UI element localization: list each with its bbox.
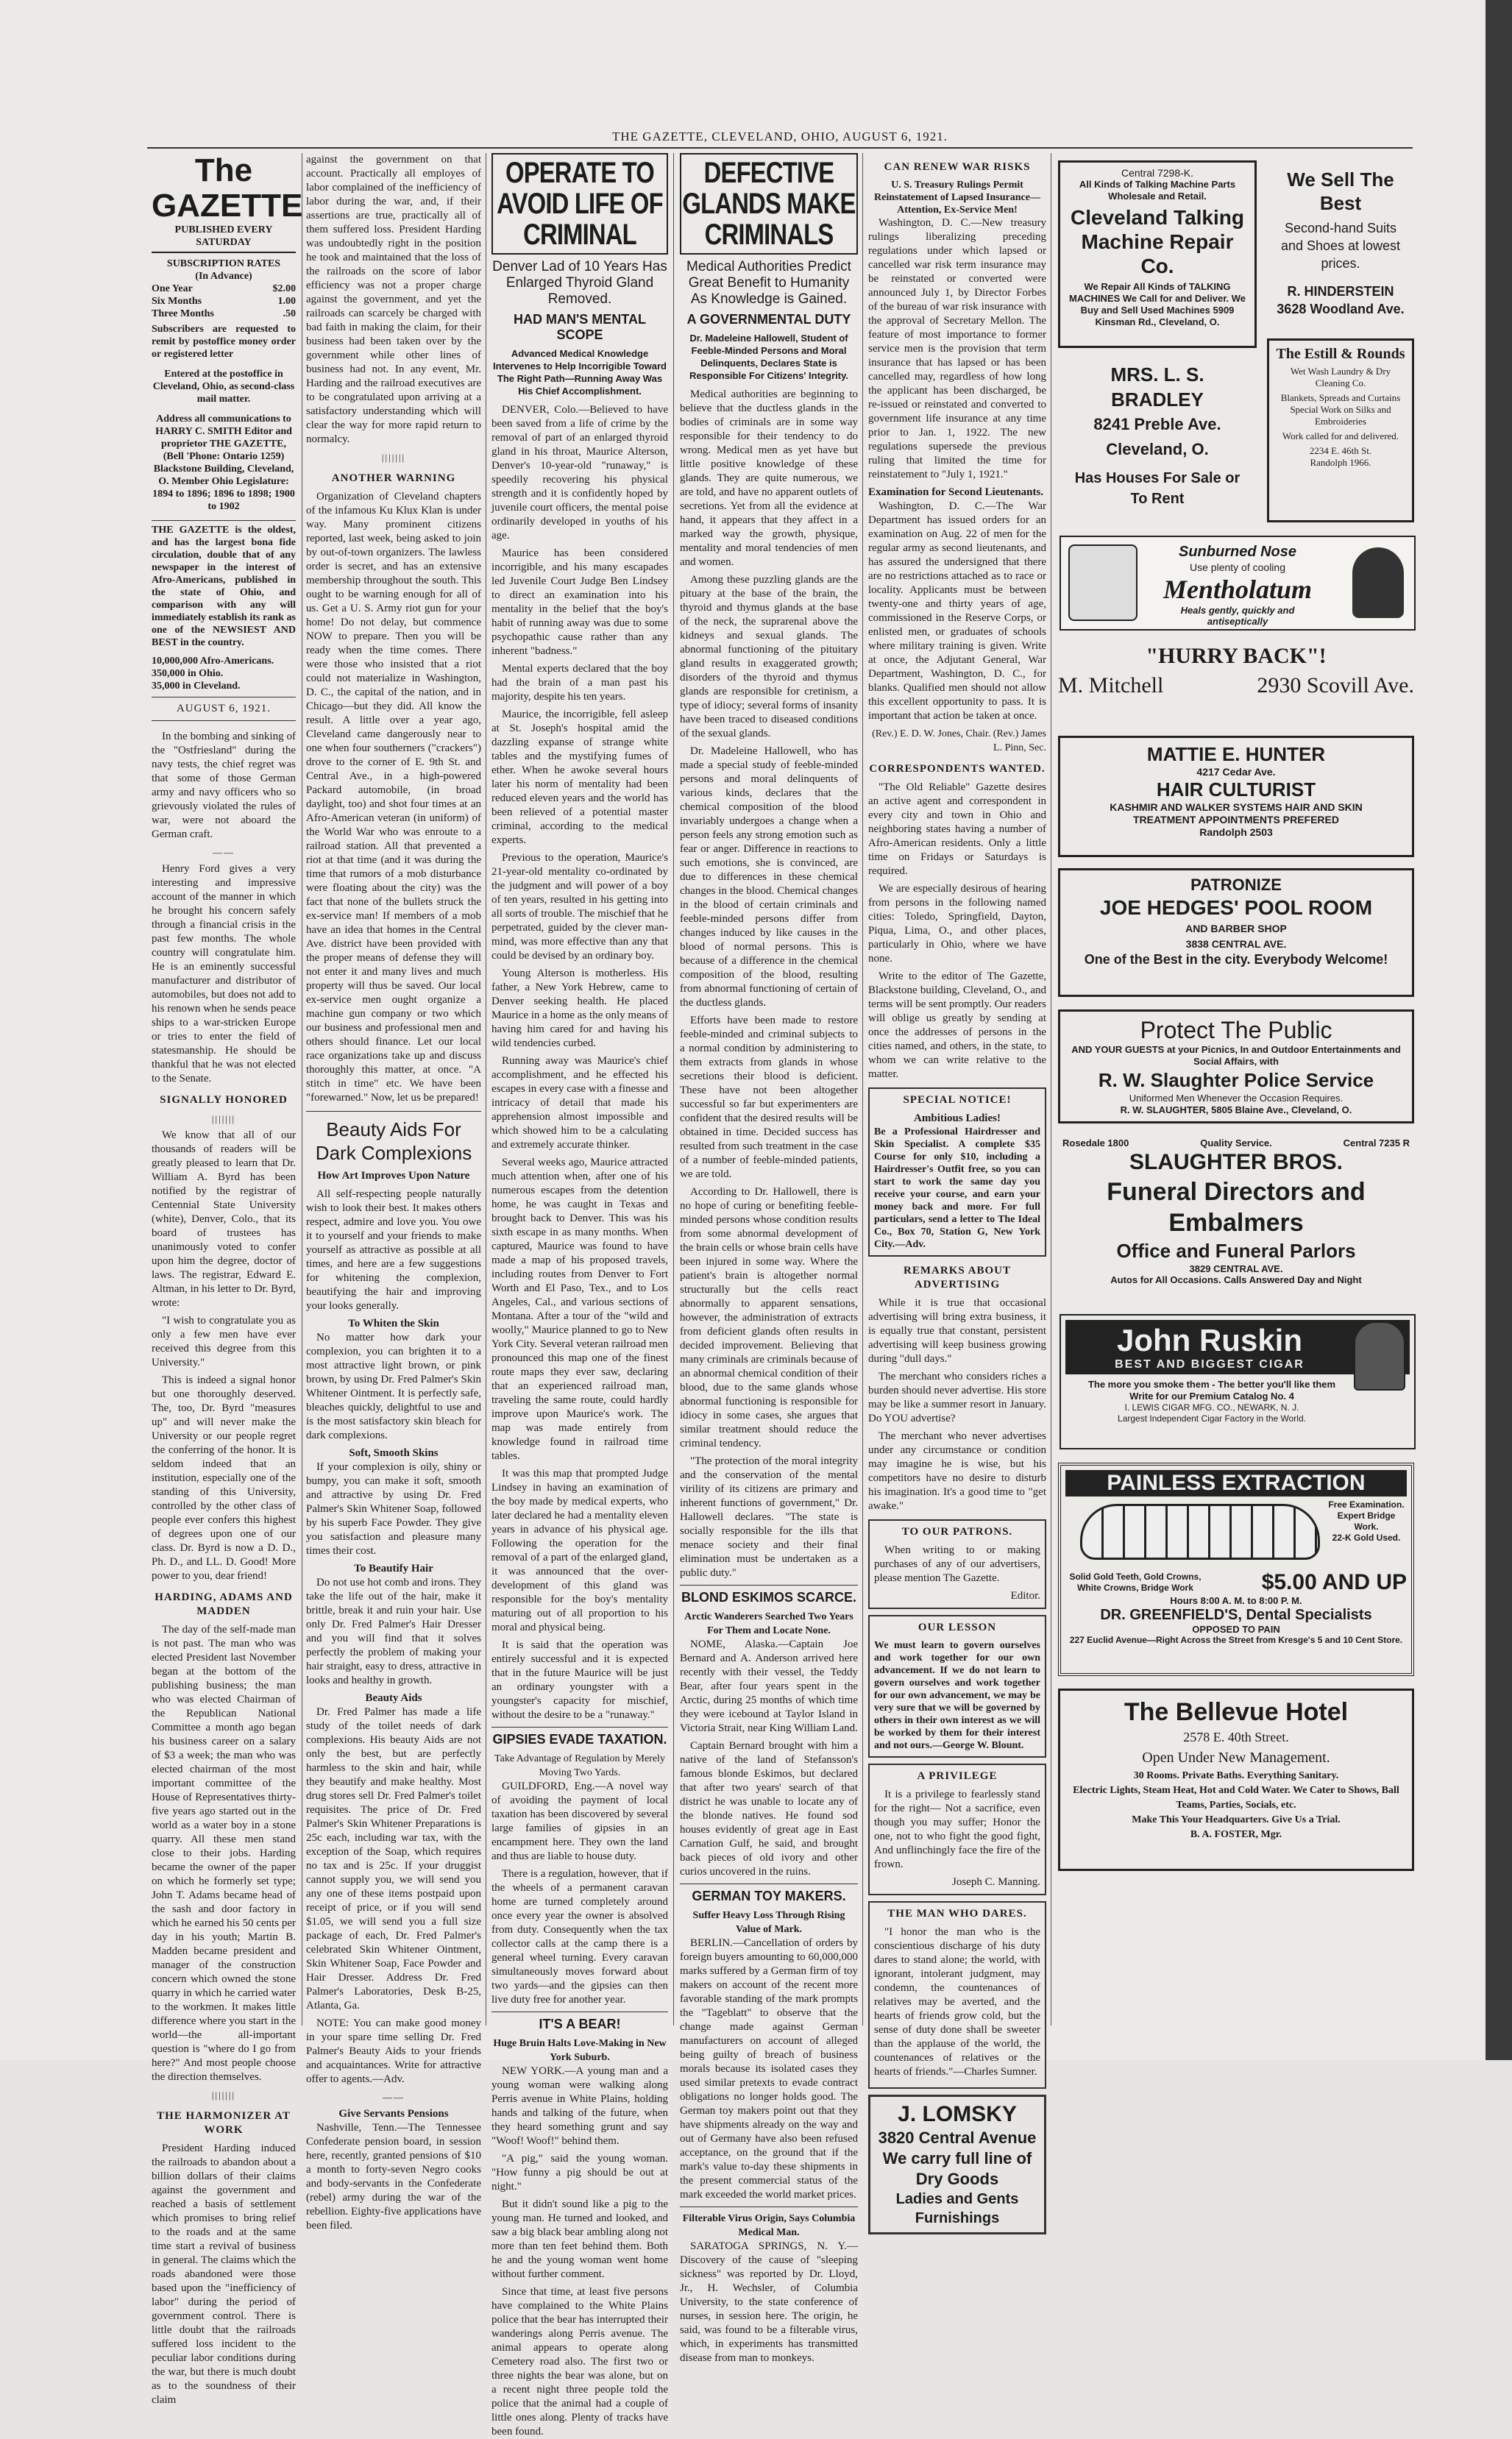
article-paragraph: Medical authorities are beginning to believe that the ductless glands in the bodies of criminals are in some way responsible for their tendency to do wrong. Medical men as yet have but little positive knowledge of these glands. They are quite numerous, we are told, and have no apparent outlets of secretions. Yet from all the evidence at hand, it appears that they affect in a marked way the growth, physique, mentality and moral tendencies of men and women. <box>680 388 858 568</box>
box-title: A PRIVILEGE <box>917 1770 998 1782</box>
divider-ornament: ||||||| <box>211 2090 236 2101</box>
ad-city: Cleveland, O. <box>1106 440 1209 458</box>
silhouette-illustration-icon <box>1352 547 1404 618</box>
box-signature: Editor. <box>1010 1590 1040 1602</box>
article-paragraph: The merchant who considers riches a burden should never advertise. His store may be like a summer resort in January. Do YOU advertise? <box>868 1371 1046 1424</box>
article-paragraph: Dr. Madeleine Hallowell, who has made a special study of feeble-minded persons and moral delinquents of various kinds, declares that the chemical composition of the blood invariably undergoes a change when a person feels any strong emotion such as fear or anger. Difference in reactions to such emotions, she is convinced, are due to differences in these chemical changes in the blood. Chemical changes in the blood of certain criminals and feeble-minded persons differ from changes induced by like causes in the blood of normal persons. This is because of a difference in the chemical composition of the blood, resulting from abnormal functioning of certain of the ductless glands. <box>680 745 858 1009</box>
column-rule <box>862 153 863 2026</box>
article-deck: Huge Bruin Halts Love-Making in New York Suburb. <box>493 2038 667 2063</box>
ad-name: R. HINDERSTEIN <box>1287 284 1394 299</box>
box-title: OUR LESSON <box>918 1622 997 1633</box>
article-deck: Take Advantage of Regulation by Merely Moving Two Yards. <box>494 1753 665 1778</box>
article-paragraph: It was this map that prompted Judge Lindsey in having an examination of the boy made by medical experts, who later declared he had a mentality eleven years in advance of his physical age. Following the operation for the removal of a part of the enlarged gland, it was announced that the over-development of this gland was responsible for the boy's mentality maturing out of all proportion to his moral and physical being. <box>491 1468 668 1633</box>
ad-address: 3829 CENTRAL AVE. <box>1189 1263 1283 1274</box>
article-paragraph: While it is true that occasional advertising will bring extra business, it is equally true that constant, persistent advertising will keep business growing during "dull days." <box>868 1297 1046 1365</box>
subheading: To Beautify Hair <box>354 1563 433 1574</box>
divider-ornament: —— <box>383 2092 405 2103</box>
article-paragraph: "The Old Reliable" Gazette desires an active agent and correspondent in every city and town in Ohio and neighboring states having a number of Afro-American residents. Only a little time on Fridays or Saturdays is required. <box>868 781 1046 877</box>
ad-line: Sunburned Nose <box>1178 544 1296 560</box>
ad-line: Use plenty of cooling <box>1190 561 1285 573</box>
ad-line: KASHMIR AND WALKER SYSTEMS HAIR AND SKIN TREATMENT APPOINTMENTS PREFERED <box>1110 801 1363 826</box>
ad-line: Work called for and delivered. <box>1282 430 1399 441</box>
ad-line: Free Examination. <box>1328 1499 1405 1510</box>
editorial-paragraph: Henry Ford gives a very interesting and impressive account of the manner in which he brought his concern safely through a financial crisis in the past few months. The whole country will congratulate him. He is an eminently successful manufacturer and distributor of automobiles, but does not add to his renown when he sends peace ships to a war-stricken Europe or tries to enter the field of statesmanship. He should be thankful that he was not elected to the Senate. <box>152 863 296 1084</box>
population-line: 10,000,000 Afro-Americans. <box>152 656 274 667</box>
divider-ornament: ||||||| <box>381 452 406 463</box>
column-rule <box>673 153 674 2026</box>
article-headline: DEFECTIVE GLANDS MAKE CRIMINALS <box>682 157 856 251</box>
ad-address: 8241 Preble Ave. <box>1093 415 1221 433</box>
ad-line: Second-hand Suits and Shoes at lowest prices. <box>1280 221 1401 271</box>
ad-slaughter-bros <box>1058 1133 1414 1304</box>
ad-line: Wet Wash Laundry & Dry Cleaning Co. <box>1290 366 1391 388</box>
article-paragraph: Nashville, Tenn.—The Tennessee Confederate pension board, in session here, recently, granted pensions of $10 a month to forty-seven Negro cooks and body-servants in the Confederate (rebel) army during the war of the rebellion. Eighty-five applications have been filed. <box>306 2122 481 2232</box>
article-headline: BLOND ESKIMOS SCARCE. <box>681 1590 857 1605</box>
ad-line: Has Houses For Sale or To Rent <box>1074 470 1241 507</box>
ad-line: One of the Best in the city. Everybody Welcome! <box>1084 952 1388 967</box>
article-deck: How Art Improves Upon Nature <box>317 1170 470 1182</box>
ad-hedges <box>1058 868 1414 997</box>
ad-line: Blankets, Spreads and Curtains Special Work on Silks and Embroideries <box>1280 392 1401 427</box>
article-heading: THE HARMONIZER AT WORK <box>157 2110 291 2136</box>
article-paragraph: Organization of Cleveland chapters of the infamous Ku Klux Klan is under way. Many prominent citizens reported, last week, being asked to join by out-of-town organizers. The lawless order is secret, and has an extensive membership throughout the south. This ought to be warning enough for all of us. Get a U. S. Army riot gun for your home! Do not delay, but commence NOW to prepare. Then you will be ready when the time comes. There were those who insisted that a riot could not materialize in Washington, D. C., the capital of the nation, and in Chicago—but they did. All know the result. A little over a year ago, Cleveland came dangerously near to one when four southerners ("crackers") drove to the corner of E. 9th St. and Central Ave., in a high-powered Packard automobile, (in broad daylight, too) and shot four times at an Afro-American veteran (in uniform) of the World War who was enroute to a railroad station. All that prevented a riot at that time (and it was during the time that rumors of a mob disturbance were floating about the city) was the fact that none of the bullets struck the ex-service man! If members of a mob have an idea that homes in the Central Ave. district have been provided with the proper means of defense they will not enter it and many lives and much property will thus be saved. Our local ex-service men ought organize a machine gun company or two which our business and professional men and others should finance. Let our local race organizations take up and discuss thoroughly this matter, at once. "A stitch in time" etc. We have been "forewarned." Now, let us be prepared! <box>306 491 481 1104</box>
ad-line: Largest Independent Cigar Factory in the World. <box>1118 1413 1306 1424</box>
article-paragraph: The merchant who never advertises under any circumstance or condition may imagine he is wise, but his competitors have no desire to disturb his imagination. It's a good time to "get awake." <box>868 1430 1046 1512</box>
article-paragraph: Washington, D. C.—New treasury rulings liberalizing preceding regulations under which lapsed or cancelled war risk term insurance may be reinstated or converted were announced July 1, by Director Forbes of the bureau of war risk insurance with the approval of Secretary Mellon. The feature of most importance to former service men is the provision that term insurance that has lapsed or has been cancelled may, regardless of how long the applicant has been discharged, be re-issued or reinstated and converted to government life insurance at any time prior to Jan. 1, 1922. The new regulations supersede the previous ruling that limited the time for reinstatement to "July 1, 1921." <box>868 217 1046 480</box>
column-2 <box>306 153 481 2232</box>
ad-name: John Ruskin <box>1116 1323 1303 1357</box>
article-paragraph: NOME, Alaska.—Captain Joe Bernard and A. Anderson arrived here recently with their vessel, the Teddy Bear, after four years spent in the Arctic, during 25 months of which time they were icebound at Taylor Island in Victoria Strait, near King William Land. <box>680 1639 858 1734</box>
ad-line: AND YOUR GUESTS at your Picnics, In and Outdoor Entertainments and Social Affairs, with <box>1071 1044 1401 1067</box>
article-paragraph: President Harding induced the railroads to abandon about a billion dollars of their claims against the government and reached a basis of settlement which promises to bring relief to the roads and at the same time start a revival of business in general. The claims which the roads abandoned were those based upon the "inefficiency of labor" during the period of government control. There is little doubt that the railroads suffered loss incident to the peculiar labor conditions during the war, but there is much doubt as to the soundness of their claim <box>152 2142 296 2406</box>
portrait-icon <box>1354 1321 1405 1391</box>
article-paragraph: BERLIN.—Cancellation of orders by foreign buyers amounting to 60,000,000 marks suffered by a German firm of toy makers on account of the recent more favorable standing of the mark prompts the "Tageblatt" to observe that the change made against German manufacturers on account of alleged being guilty of breach of business morals because its isolated cases they used similar pretexts to evade contract obligations no longer holds good. The German toy makers point out that they have shipments already on the way and out of Germany have also been refused acceptance, on the ground that if the mark's value to-day these shipments in the present commercial status of the mark exceeded the world market prices. <box>680 1937 858 2201</box>
ad-phone: Central 7298-K. <box>1121 167 1194 179</box>
article-deck: Advanced Medical Knowledge Intervenes to Help Incorrigible Toward The Right Path—Running Away Was His Chief Accomplishment. <box>493 348 667 397</box>
article-paragraph: against the government on that account. Practically all employes of labor complained of the inefficiency of labor during the war, and, if their assertions are true, practically all of them suffered loss. President Harding was undoubtedly right in the position he took and maintained that the loss of the railroads on the score of labor efficiency was not a proper charge against the government, and yet the railroads can scarcely be charged with bad faith in making the claim, for their business had been taken over by the government while other lines of business had not. In any event, Mr. Harding and the railroad executives are to be congratulated upon arriving at a satisfactory understanding which will clear the way for more rapid return to normalcy. <box>306 154 481 445</box>
subheading: To Whiten the Skin <box>348 1318 439 1329</box>
ad-name: M. Mitchell <box>1058 673 1164 697</box>
article-paragraph: Captain Bernard brought with him a native of the land of Stefansson's famous blonde Eskimos, but declared that after two years' search of that district he was unable to locate any of the blonde natives. He found sod houses evidently of great age in East Carnation Gulf, he said, and brought back pieces of old ivory and other curios uncovered in the ruins. <box>680 1740 858 1878</box>
article-paragraph: Efforts have been made to restore feeble-minded and criminal subjects to a normal condition by administering to them extracts from glands in whose secretions their blood is deficient. These have not been altogether successful so far but experimenters are confident that the desired results will be obtained in time. Decided success has resulted from such treatment in the case of a number of feeble-minded patients, we are told. <box>680 1015 858 1180</box>
teeth-icon <box>1080 1504 1320 1560</box>
ad-slaughter-police <box>1058 1009 1414 1123</box>
ad-phone: Randolph 1966. <box>1310 457 1371 468</box>
privilege-box <box>868 1764 1046 1895</box>
ad-mentholatum <box>1060 536 1416 631</box>
ad-title: "HURRY BACK"! <box>1146 644 1327 668</box>
article-deck: Medical Authorities Predict Great Benefit to Humanity As Knowledge is Gained. <box>686 259 851 307</box>
article-deck: A GOVERNMENTAL DUTY <box>686 312 851 327</box>
article-paragraph: Previous to the operation, Maurice's 21-year-old mentality co-ordinated by the judgment and will power of a boy of ten years, resulted in his getting into all sorts of trouble. The mischief that he perpetrated, guided by the clever man-mind, was more effective than any that could be devised by an ordinary boy. <box>491 852 668 962</box>
box-text: It is a privilege to fearlessly stand for the right— Not a sacrifice, even though you may suffer; Honor the one, not to who fight the good fight, And unflinchingly face the fire of the frown. <box>874 1789 1040 1870</box>
ad-bradley <box>1058 355 1257 528</box>
ad-title: HAIR CULTURIST <box>1156 778 1316 800</box>
ad-line: We Sell The Best <box>1287 168 1394 214</box>
ad-name: The Bellevue Hotel <box>1124 1698 1349 1726</box>
article-deck: Suffer Heavy Loss Through Rising Value of Mark. <box>692 1910 845 1935</box>
ad-talking-machine <box>1058 160 1257 348</box>
article-paragraph: "I wish to congratulate you as only a few men have ever received this degree from this University." <box>152 1315 296 1368</box>
article-heading: CORRESPONDENTS WANTED. <box>869 763 1046 775</box>
article-deck: Arctic Wanderers Searched Two Years For Them and Locate None. <box>684 1611 853 1636</box>
article-paragraph: GUILDFORD, Eng.—A novel way of avoiding the payment of local taxation has been discovered by several large families of gipsies in an encampment here. They own the land and thus are liable to house duty. <box>491 1781 668 1862</box>
ad-title: Funeral Directors and Embalmers <box>1107 1178 1366 1237</box>
ad-line: Open Under New Management. <box>1142 1750 1330 1766</box>
ad-name: J. LOMSKY <box>898 2102 1017 2126</box>
article-headline: IT'S A BEAR! <box>539 2017 621 2031</box>
box-text: Be a Professional Hairdresser and Skin Specialist. A complete $35 Course for only $10, including a Hairdresser's Outfit free, so you can start to work the same day you receive your course, and earn your money back and more. For full particulars, send a letter to The Ideal Co., Box 70, Station G, New York City.—Adv. <box>874 1126 1040 1250</box>
ad-ruskin <box>1060 1314 1416 1449</box>
ad-hinderstein <box>1267 160 1414 321</box>
ad-line: AND BARBER SHOP <box>1185 923 1287 934</box>
article-paragraph: Washington, D. C.—The War Department has issued orders for an examination on Aug. 22 of men for the regular army as second lieutenants, and has assured the undersigned that there are no restrictions attached as to race or locality. Applicants must be between twenty-one and thirty years of age, commissioned in the Reserve Corps, or enlisted men, or graduates of schools where military training is given. Write at once, the Adjutant General, War Department, Washington, D. C., for blanks. Qualified men should not allow this excellent opportunity to pass. It is important that action be taken at once. <box>868 500 1046 722</box>
dares-box <box>868 1901 1046 2089</box>
divider-ornament: —— <box>213 847 235 858</box>
article-paragraph: "The protection of the moral integrity and the conservation of the mental virility of its citizens are primary and inherent functions of government," Dr. Hallowell declares. "The state is socially responsible for the ills that menace society and their final elimination must be undertaken as a public duty." <box>680 1455 858 1579</box>
address-block: Address all communications to HARRY C. SMITH Editor and proprietor THE GAZETTE, (Bell 'Phone: Ontario 1259) Blackstone Building, Cleveland, O. Member Ohio Legislature: 1894 to 1896; 1896 to 1898; 1900 to 1902 <box>152 413 295 512</box>
article-paragraph: Maurice has been considered incorrigible, and his many escapades led Juvenile Court Judge Ben Lindsey to direct an examination into his mentality in the belief that the boy's habit of running away was due to some psychopathic cause rather than any inherent "badness." <box>491 547 668 657</box>
ad-hours: Hours 8:00 A. M. to 8:00 P. M. <box>1170 1595 1302 1606</box>
article-headline: OPERATE TO AVOID LIFE OF CRIMINAL <box>497 157 663 251</box>
article-paragraph: Dr. Fred Palmer has made a life study of the toilet needs of dark complexions. His beauty Aids are not only the best, but are perfectly harmless to the skin and hair, while they beautify and make healthy. Most drug stores sell Dr. Fred Palmer's toilet requisites. The price of Dr. Fred Palmer's Skin Whitener Preparations is 25c each, including war tax, with the exception of the Soap, which requires no tax and is 25c. If your druggist cannot supply you, we will send you any one of these items postpaid upon receipt of price, or if you will send $1.05, we will send you a full size package of each, Dr. Fred Palmer's celebrated Skin Whitener Ointment, Skin Whitener Soap, Face Powder and Hair Dresser. Address Dr. Fred Palmer's Laboratories, Desk B-25, Atlanta, Ga. <box>306 1706 481 2012</box>
article-paragraph: It is said that the operation was entirely successful and it is expected that in the future Maurice will be just an ordinary youngster with a youngster's capacity for mischief, without the desire to be a "runaway." <box>491 1639 668 1721</box>
ad-phone: Randolph 2503 <box>1199 826 1273 838</box>
article-paragraph: This is indeed a signal honor but one thoroughly deserved. The, too, Dr. Byrd "measures up" and will never make the University or our people regret the conferring of the honor. It is seldom indeed that an institution, especially one of the standing of this University, controlled by the other class of people ever confers this highest of degrees upon one of our class. Dr. Byrd is now a D. D., Ph. D., and LL. D. Good! More power to you, dear friend! <box>152 1374 296 1582</box>
ad-line: Write for our Premium Catalog No. 4 <box>1129 1391 1294 1402</box>
ad-address: 3838 CENTRAL AVE. <box>1185 938 1287 950</box>
rate-row: Six Months 1.00 <box>152 296 296 307</box>
rates-note: (In Advance) <box>195 271 252 282</box>
ad-tag: BEST AND BIGGEST CIGAR <box>1115 1358 1305 1371</box>
ad-address: 3628 Woodland Ave. <box>1277 302 1405 316</box>
article-headline: GIPSIES EVADE TAXATION. <box>492 1732 667 1747</box>
box-signature: Joseph C. Manning. <box>952 1876 1040 1888</box>
ad-line: We carry full line of Dry Goods <box>882 2149 1032 2188</box>
header-rule <box>147 147 1413 149</box>
article-paragraph: If your complexion is oily, shiny or bumpy, you can make it soft, smooth and attractive by using Dr. Fred Palmer's Skin Whitener Soap, followed by his superb Face Powder. They give you satisfaction and pleasure many times their cost. <box>306 1461 481 1557</box>
article-paragraph: But it didn't sound like a pig to the young man. He turned and looked, and saw a big black bear ambling along not more than ten feet behind them. Both he and the young woman went home without further comment. <box>491 2198 668 2280</box>
page-header: THE GAZETTE, CLEVELAND, OHIO, AUGUST 6, 1921. <box>612 129 948 143</box>
patrons-box <box>868 1519 1046 1609</box>
article-paragraph: Mental experts declared that the boy had the brain of a man past his majority, despite his ten years. <box>491 663 668 703</box>
ad-line: Heals gently, quickly and antiseptically <box>1180 605 1295 627</box>
ad-name: JOE HEDGES' POOL ROOM <box>1099 896 1373 919</box>
article-paragraph: We are especially desirous of hearing from persons in the following named cities: Toledo, Springfield, Dayton, Piqua, Lima, O., and other places, particularly in Ohio, where we have none. <box>868 883 1046 965</box>
signature: (Rev.) E. D. W. Jones, Chair. (Rev.) James L. Pinn, Sec. <box>872 728 1046 753</box>
ad-line: All Kinds of Talking Machine Parts Wholesale and Retail. <box>1079 179 1236 202</box>
ad-name: Mentholatum <box>1163 575 1313 604</box>
article-paragraph: DENVER, Colo.—Believed to have been saved from a life of crime by the removal of part of an enlarged thyroid gland in his throat, Maurice Alterson, Denver's 10-year-old "runaway," is speedily recovering his physical strength and it is confidently hoped by juvenile court officers, the mental poise ordinarily developed in youths of his age. <box>491 404 668 542</box>
article-paragraph: NOTE: You can make good money in your spare time selling Dr. Fred Palmer's Beauty Aids to your friends and acquaintances. Write for attractive offer to agents.—Adv. <box>306 2017 481 2085</box>
article-paragraph: The day of the self-made man is not past. The man who was elected President last November began at the bottom of the publishing business; the man who was elected Chairman of the Republican National Committee a month ago began his business career on a salary of $3 a week; the man who was elected chairman of the most important committee of the House of Representatives thirty-five years ago started out in the world as a water boy in a stone quarry. All these men stand close to their jobs. Harding became the owner of the paper on which he formerly set type; John T. Adams became head of the sash and door factory in which he earned his 50 cents per day in his youth; Martin B. Madden became president and manager of the construction concern which owned the stone quarry in which he carried water to the workmen. It makes little difference where you start in the world—the all-important question is "where do I go from here?" And most people choose the direction themselves. <box>152 1624 296 2083</box>
ad-address: 4217 Cedar Ave. <box>1196 766 1276 778</box>
ad-line: Expert Bridge Work. <box>1337 1510 1396 1532</box>
nurse-illustration-icon <box>1068 544 1137 621</box>
ad-line: We Repair All Kinds of TALKING MACHINES We Call for and Deliver. We Buy and Sell Used Machines 5909 Kinsman Rd., Cleveland, O. <box>1068 281 1246 327</box>
article-deck: Denver Lad of 10 Years Has Enlarged Thyroid Gland Removed. <box>492 259 667 307</box>
article-heading: SIGNALLY HONORED <box>160 1094 288 1106</box>
article-paragraph: NEW YORK.—A young man and a young woman were walking along Perris avenue in White Plains, holding hands and talking of the future, when they heard something grunt and say "Woof! Woof!" behind them. <box>491 2065 668 2147</box>
ad-name: SLAUGHTER BROS. <box>1129 1150 1343 1174</box>
article-heading: REMARKS ABOUT ADVERTISING <box>904 1265 1011 1290</box>
subheading: Soft, Smooth Skins <box>349 1447 439 1459</box>
remit-note: Subscribers are requested to remit by postoffice money order or registered letter <box>152 324 296 360</box>
article-heading: CAN RENEW WAR RISKS <box>884 161 1031 173</box>
article-heading: ANOTHER WARNING <box>331 472 456 484</box>
ad-phone: Rosedale 1800 <box>1062 1137 1129 1149</box>
ad-address: 3820 Central Avenue <box>878 2129 1037 2147</box>
article-deck: Dr. Madeleine Hallowell, Student of Feeble-Minded Persons and Moral Delinquents, Declares State is Responsible For Citizens' Integrity. <box>689 333 848 381</box>
ad-address: 2930 Scovill Ave. <box>1257 673 1414 697</box>
ad-line: Uniformed Men Whenever the Occasion Requires. <box>1129 1093 1344 1104</box>
rate-row: Three Months .50 <box>152 308 296 319</box>
article-paragraph: All self-respecting people naturally wish to look their best. It makes others respect, admire and love you. You owe it to yourself and your friends to make yourself as attractive as possible at all times, and here are a few suggestions for whitening the complexion, beautifying the hair and improving your looks generally. <box>306 1188 481 1312</box>
masthead-subtitle: PUBLISHED EVERY SATURDAY <box>174 224 273 248</box>
population-line: 350,000 in Ohio. <box>152 668 224 679</box>
rate-row: One Year $2.00 <box>152 283 296 294</box>
article-paragraph: Maurice, the incorrigible, fell asleep at St. Joseph's hospital amid the dazzling expanse of strange white tables and the mystifying fumes of ether. When he awoke several hours later his norm of mentality had been reduced eleven years and the world has been relieved of a potential master criminal, according to the medical experts. <box>491 709 668 846</box>
article-paragraph: Young Alterson is motherless. His father, a New York Hebrew, came to Denver seeking health. He placed Maurice in a home as the only means of having him cared for and having his wild tendencies curbed. <box>491 968 668 1049</box>
entered-note: Entered at the postoffice in Cleveland, Ohio, as second-class mail matter. <box>152 369 295 405</box>
ad-line: Ladies and Gents Furnishings <box>895 2191 1019 2226</box>
article-paragraph: Running away was Maurice's chief accomplishment, and he effected his escapes in every case with a finesse and intricacy of detail that made his apprehension almost impossible and which showed him to be a calculating and extremely accurate thinker. <box>491 1055 668 1151</box>
article-paragraph: According to Dr. Hallowell, there is no hope of curing or benefiting feeble-minded persons whose condition results from some abnormal development of the brain cells or whose brain cells have been injured in some way. Where the patient's brain is altogether normal structurally but the cells react abnormally to apparent sensations, however, the administration of extracts from deficient glands often results in decided improvement. Believing that many criminals are criminals because of an abnormal chemical condition of their blood, due to the same glands whose abnormal functioning is responsible for idiocy in some cases, she argues that similar treatment should reduce the criminal tendency. <box>680 1186 858 1449</box>
ad-dentist <box>1058 1463 1414 1676</box>
column-3 <box>491 153 668 2438</box>
issue-date: AUGUST 6, 1921. <box>176 703 271 714</box>
article-headline: Filterable Virus Origin, Says Columbia Medical Man. <box>682 2213 856 2238</box>
ad-line: The more you smoke them - The better you'll like them <box>1087 1379 1336 1390</box>
article-paragraph: There is a regulation, however, that if the wheels of a permanent caravan home are turned completely around once every year the owner is absolved from duty. Consequently when the tax collector calls at the camp there is a general wheel turning. Every caravan simultaneously moves forward about two yards—and the gipsies can then live duty free for another year. <box>491 1868 668 2006</box>
ad-mitchell <box>1058 642 1414 723</box>
article-paragraph: Since that time, at least five persons have complained to the White Plains police that the bear has interrupted their wanderings along Perris avenue. The animal appears to operate along Cemetery road also. The first two or three nights the bear was alone, but on a recent night three people told the police that the animal had a couple of little ones along. Plenty of tracks have been found. <box>491 2286 668 2438</box>
ad-address: 2234 E. 46th St. <box>1309 445 1372 456</box>
ad-name: Cleveland Talking Machine Repair Co. <box>1071 206 1244 277</box>
ad-line: OPPOSED TO PAIN <box>1192 1624 1280 1635</box>
ad-line: Office and Funeral Parlors <box>1116 1240 1356 1262</box>
divider-ornament: ||||||| <box>211 1113 236 1124</box>
special-notice-box <box>868 1087 1046 1257</box>
ad-name: MRS. L. S. BRADLEY <box>1110 363 1204 411</box>
ad-title: Protect The Public <box>1140 1017 1332 1043</box>
ad-line: Autos for All Occasions. Calls Answered Day and Night <box>1110 1274 1362 1285</box>
article-paragraph: Several weeks ago, Maurice attracted much attention when, after one of his numerous escapes from the detention home, he was caught in Texas and brought back to Denver. This was his sixth escape in as many months. When captured, Maurice was found to have made a map of his proposed travels, including routes from Denver to Fort Worth and El Paso, Tex., and to Los Angeles, Cal., and various sections of Montana. After a tour of the "wild and woolly," Maurice planned to go to New York City. Several veteran railroad men pronounced this map one of the finest route maps they ever saw, declaring that an experienced railroad man, traveling the same route, could hardly improve upon Maurice's work. The map was made entirely from knowledge found in railroad time tables. <box>491 1157 668 1462</box>
box-title: THE MAN WHO DARES. <box>887 1908 1027 1920</box>
article-headline: Beauty Aids For Dark Complexions <box>315 1118 472 1164</box>
article-paragraph: "A pig," said the young woman. "How funny a pig should be out at night." <box>491 2153 668 2193</box>
ad-line: I. LEWIS CIGAR MFG. CO., NEWARK, N. J. <box>1124 1402 1299 1413</box>
article-paragraph: No matter how dark your complexion, you can brighten it to a most attractive light brown, or pink brown, by using Dr. Fred Palmer's Skin Whitener Ointment. It is perfectly safe, bleaches quickly, delightful to use and is the most satisfactory skin bleach for dark complexions. <box>306 1332 481 1441</box>
box-title: TO OUR PATRONS. <box>901 1526 1013 1538</box>
masthead-title: The GAZETTE <box>152 152 303 224</box>
rates-title: SUBSCRIPTION RATES <box>166 258 281 269</box>
article-paragraph: Do not use hot comb and irons. They take the life out of the hair, make it brittle, break it and ruin your hair. Use only Dr. Fred Palmer's Hair Dresser and you will find that it solves perfectly the problem of making your hair straight, easy to dress, attractive in looks and healthy in growth. <box>306 1577 481 1686</box>
article-deck: HAD MAN'S MENTAL SCOPE <box>514 312 646 342</box>
ad-estill <box>1267 338 1414 522</box>
box-text: "I honor the man who is the conscientious discharge of his duty dares to stand alone; the world, with ignorant, intolerant judgment, may condemn, the countenances of relatives may be averted, and the hearts of friends grow cold, but the sense of duty done shall be sweeter than the applause of the world, the countenances of relatives or the hearts of friends."—Charles Sumner. <box>874 1926 1040 2078</box>
box-text: When writing to or making purchases of any of our advertisers, please mention The Gazette. <box>874 1544 1040 1584</box>
ad-phone: Central 7235 R <box>1343 1137 1410 1149</box>
lesson-box <box>868 1615 1046 1758</box>
editorial-paragraph: In the bombing and sinking of the "Ostfriesland" during the navy tests, the chief regret was that some of those German army and navy officers who so grievously violated the rules of war, were not aboard the German craft. <box>152 731 296 840</box>
article-deck: U. S. Treasury Rulings Permit Reinstatement of Lapsed Insurance—Attention, Ex-Service Men! <box>874 180 1040 216</box>
column-4 <box>680 153 858 2364</box>
subheading: Examination for Second Lieutenants. <box>868 486 1044 498</box>
ad-address: 227 Euclid Avenue—Right Across the Street from Kresge's 5 and 10 Cent Store. <box>1069 1635 1403 1645</box>
ad-name: MATTIE E. HUNTER <box>1146 743 1326 765</box>
ad-line: Electric Lights, Steam Heat, Hot and Cold Water. We Cater to Shows, Ball Teams, Parties, Socials, etc. <box>1073 1785 1399 1811</box>
ad-bellevue <box>1058 1689 1414 1871</box>
ad-tag: Quality Service. <box>1200 1137 1272 1149</box>
ad-address: 2578 E. 40th Street. <box>1183 1730 1289 1744</box>
article-paragraph: Write to the editor of The Gazette, Blackstone building, Cleveland, O., and terms will be sent promptly. Our readers will oblige us greatly by sending at once the addresses of persons in the cities named, and others, in the state, to whom we can write relative to the matter. <box>868 970 1046 1080</box>
column-1 <box>152 152 303 2406</box>
ad-address: R. W. SLAUGHTER, 5805 Blaine Ave., Cleveland, O. <box>1120 1104 1352 1115</box>
page-edge-shadow <box>1486 0 1512 2060</box>
lomsky-ad <box>868 2095 1046 2234</box>
ad-signature: B. A. FOSTER, Mgr. <box>1190 1829 1282 1840</box>
ad-name: R. W. Slaughter Police Service <box>1098 1069 1374 1091</box>
ad-line: Solid Gold Teeth, Gold Crowns, White Crowns, Bridge Work <box>1069 1572 1202 1593</box>
circulation-claim: THE GAZETTE is the oldest, and has the largest bona fide circulation, double that of any newspaper in the interest of Afro-Americans, published in the state of Ohio, and comparison with any will immediately establish its rank as one of the NEWSIEST AND BEST in the country. <box>152 525 296 648</box>
ad-hunter <box>1058 736 1414 857</box>
subheading: Give Servants Pensions <box>338 2108 449 2120</box>
subheading: Beauty Aids <box>365 1692 422 1704</box>
article-paragraph: We know that all of our thousands of readers will be greatly pleased to learn that Dr. William A. Byrd has been notified by the registrar of Centennial State University (white), Denver, Colo., that its board of trustees has unanimously voted to confer upon him the degree, doctor of laws. The registrar, Edward E. Altman, in his letter to Dr. Byrd, wrote: <box>152 1129 296 1309</box>
ad-line: 22-K Gold Used. <box>1332 1533 1401 1543</box>
ad-line: Make This Your Headquarters. Give Us a Trial. <box>1132 1814 1341 1825</box>
ad-title: PAINLESS EXTRACTION <box>1065 1470 1407 1497</box>
ad-name: The Estill & Rounds <box>1276 346 1405 362</box>
article-heading: HARDING, ADAMS AND MADDEN <box>155 1591 293 1617</box>
ad-name: DR. GREENFIELD'S, Dental Specialists <box>1100 1607 1372 1623</box>
population-line: 35,000 in Cleveland. <box>152 681 241 692</box>
ad-line: PATRONIZE <box>1190 876 1282 894</box>
box-title: SPECIAL NOTICE! <box>903 1094 1012 1106</box>
ad-line: 30 Rooms. Private Baths. Everything Sanitary. <box>1133 1770 1339 1781</box>
ad-price: $5.00 AND UP <box>1261 1570 1407 1594</box>
article-headline: GERMAN TOY MAKERS. <box>692 1889 846 1903</box>
article-paragraph: Among these puzzling glands are the pituary at the base of the brain, the thyroid and thymus glands at the base of the neck, the suprarenal above the kidneys and sexual glands. The abnormal functioning of the pituitary gland results in exaggerated growth; disorders of the thyroid and thymus glands are responsible for cretinism, a type of idiocy; several forms of insanity have been traced to diseased conditions of the sexual glands. <box>680 574 858 739</box>
column-5 <box>868 153 1046 2226</box>
box-text: We must learn to govern ourselves and work together for our own advancement. If we do not learn to govern ourselves and work together for our own advancement, we may be very sure that we will be governed by others in their own interest as we will be worked by them for their interest and not ours.—George W. Blount. <box>874 1640 1040 1751</box>
box-subtitle: Ambitious Ladies! <box>914 1112 1001 1124</box>
article-paragraph: SARATOGA SPRINGS, N. Y.—Discovery of the cause of "sleeping sickness" was reported by Dr. Lloyd, Jr., H. Wechsler, of Columbia University, to the state conference of nurses, in session here. The origin, he said, was found to be a filterable virus, which, in experiments has transmitted disease from man to monkeys. <box>680 2240 858 2364</box>
